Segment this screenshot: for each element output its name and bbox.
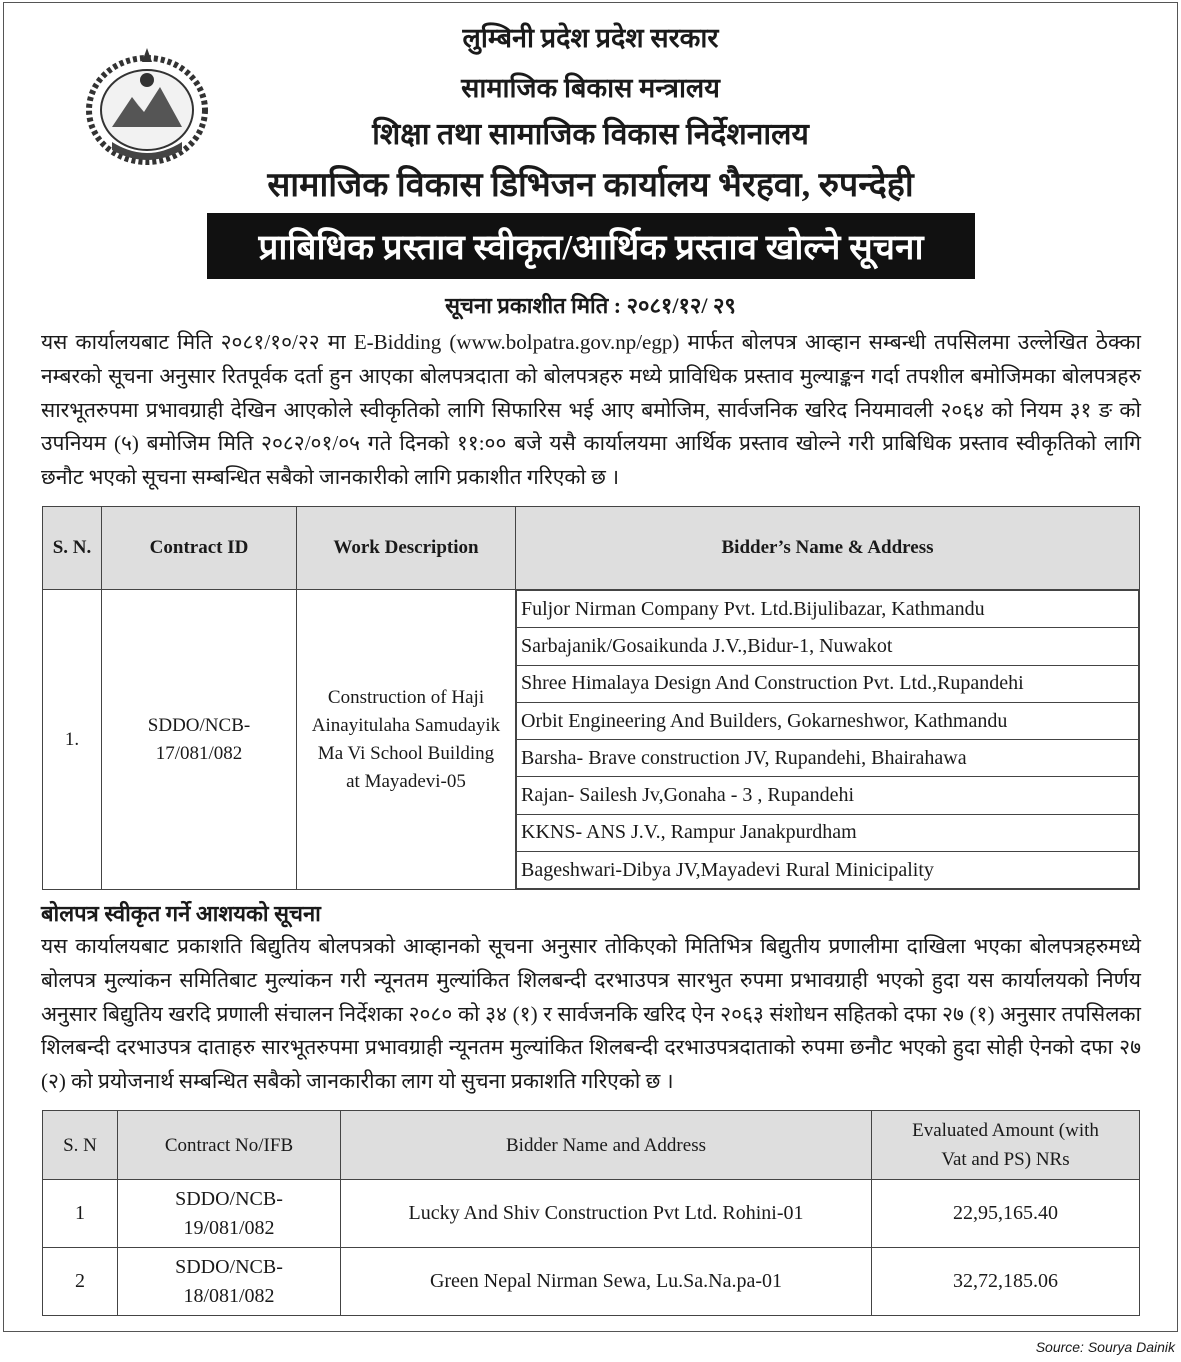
- notice-title-banner: प्राबिधिक प्रस्ताव स्वीकृत/आर्थिक प्रस्ताव खोल्ने सूचना: [207, 213, 975, 279]
- list-item: Fuljor Nirman Company Pvt. Ltd.Bijulibazar, Kathmandu: [517, 591, 1139, 628]
- row-contract-id: SDDO/NCB-17/081/082: [102, 590, 297, 890]
- row-contract: SDDO/NCB-19/081/082: [118, 1180, 341, 1248]
- notice2-paragraph: यस कार्यालयबाट प्रकाशति बिद्युतिय बोलपत्रको आव्हानको सूचना अनुसार तोकिएको मितिभित्र बिद्युतीय प्रणालीमा दाखिला भएका बोलपत्रहरुमध्ये बोलपत्र मुल्यांकन समितिबाट मुल्यांकन गरी न्यूनतम मुल्यांकित शिलबन्दी दरभाउपत्र सारभुत रुपमा प्रभावग्राही भएको हुदा यस कार्यालयको निर्णय अनुसार बिद्युतिय खरदि प्रणाली संचालन निर्देशका २०८० को ३४ (१) र सार्वजनकि खरिद ऐन २०६३ संशोधन सहितको दफा २७ (१) अनुसार तपसिलका शिलबन्दी दरभाउपत्र दाताहरु सारभूतरुपमा प्रभावग्राही न्यूनतम मुल्यांकित शिलबन्दी दरभाउपत्रदाताको रुपमा छनौट भएको हुदा सोही ऐनको दफा २७ (२) को प्रयोजनार्थ सम्बन्धित सबैको जानकारीका लाग यो सुचना प्रकाशति गरिएको छ ।: [41, 934, 1141, 1094]
- row-amount: 32,72,185.06: [872, 1248, 1140, 1316]
- bidder-list: [516, 590, 1139, 889]
- col-bidder-name: Bidder Name and Address: [341, 1111, 872, 1180]
- publication-date: सूचना प्रकाशीत मिति : २०८१/१२/ २९: [445, 293, 736, 318]
- header-ministry: सामाजिक बिकास मन्त्रालय: [461, 73, 720, 103]
- row-bidder: Green Nepal Nirman Sewa, Lu.Sa.Na.pa-01: [341, 1248, 872, 1316]
- list-item: Sarbajanik/Gosaikunda J.V.,Bidur-1, Nuwakot: [517, 628, 1139, 665]
- list-item: KKNS- ANS J.V., Rampur Janakpurdham: [517, 814, 1139, 851]
- list-item: Rajan- Sailesh Jv,Gonaha - 3 , Rupandehi: [517, 777, 1139, 814]
- col-sn: S. N.: [43, 507, 102, 590]
- row-work-description: Construction of Haji Ainayitulaha Samudayik Ma Vi School Building at Mayadevi-05: [297, 590, 516, 890]
- list-item: Orbit Engineering And Builders, Gokarneshwor, Kathmandu: [517, 702, 1139, 739]
- list-item: Shree Himalaya Design And Construction Pvt. Ltd.,Rupandehi: [517, 665, 1139, 702]
- notice2-heading: बोलपत्र स्वीकृत गर्ने आशयको सूचना: [41, 901, 321, 926]
- table-row: [43, 1180, 1140, 1248]
- header-directorate: शिक्षा तथा सामाजिक विकास निर्देशनालय: [372, 118, 809, 151]
- table-row: [43, 590, 1140, 890]
- header-province: लुम्बिनी प्रदेश प्रदेश सरकार: [462, 23, 719, 53]
- col-contract-no: Contract No/IFB: [118, 1111, 341, 1180]
- source-credit: Source: Sourya Dainik: [1035, 1339, 1175, 1355]
- col-contract-id: Contract ID: [102, 507, 297, 590]
- notice1-paragraph: यस कार्यालयबाट मिति २०८१/१०/२२ मा E-Bidding (www.bolpatra.gov.np/egp) मार्फत बोलपत्र आव्हान सम्बन्धी तपसिलमा उल्लेखित ठेक्का नम्बरको सूचना अनुसार रितपूर्वक दर्ता हुन आएका बोलपत्रदाता को बोलपत्रहरु मध्ये प्राविधिक प्रस्ताव मुल्याङ्कन गर्दा तपशील बमोजिमका बोलपत्रहरु सारभूतरुपमा प्रभावग्राही देखिन आएकोले स्वीकृतिको लागि सिफारिस भई आए बमोजिम, सार्वजनिक खरिद नियमावली २०६४ को नियम ३१ ङ को उपनियम (५) बमोजिम मिति २०८२/०१/०५ गते दिनको ११:०० बजे यसै कार्यालयमा आर्थिक प्रस्ताव खोल्ने गरी प्राबिधिक प्रस्ताव स्वीकृतिको लागि छनौट भएको सूचना सम्बन्धित सबैको जानकारीको लागि प्रकाशीत गरिएको छ ।: [41, 330, 1141, 490]
- table-header-row: [43, 1111, 1140, 1180]
- list-item: Barsha- Brave construction JV, Rupandehi, Bhairahawa: [517, 740, 1139, 777]
- list-item: Bageshwari-Dibya JV,Mayadevi Rural Minicipality: [517, 852, 1139, 889]
- table-row: [43, 1248, 1140, 1316]
- row-sn: 1.: [43, 590, 102, 890]
- row-bidder: Lucky And Shiv Construction Pvt Ltd. Rohini-01: [341, 1180, 872, 1248]
- evaluation-table: [42, 1110, 1140, 1316]
- bidder-list-cell: [516, 590, 1140, 890]
- row-amount: 22,95,165.40: [872, 1180, 1140, 1248]
- row-contract: SDDO/NCB-18/081/082: [118, 1248, 341, 1316]
- col-work-description: Work Description: [297, 507, 516, 590]
- col-evaluated-amount: Evaluated Amount (with Vat and PS) NRs: [872, 1111, 1140, 1180]
- col-bidder: Bidder’s Name & Address: [516, 507, 1140, 590]
- col-sn: S. N: [43, 1111, 118, 1180]
- table-header-row: [43, 507, 1140, 590]
- header-office: सामाजिक विकास डिभिजन कार्यालय भैरहवा, रुपन्देही: [267, 167, 914, 204]
- row-sn: 2: [43, 1248, 118, 1316]
- technical-proposal-table: [42, 506, 1140, 890]
- row-sn: 1: [43, 1180, 118, 1248]
